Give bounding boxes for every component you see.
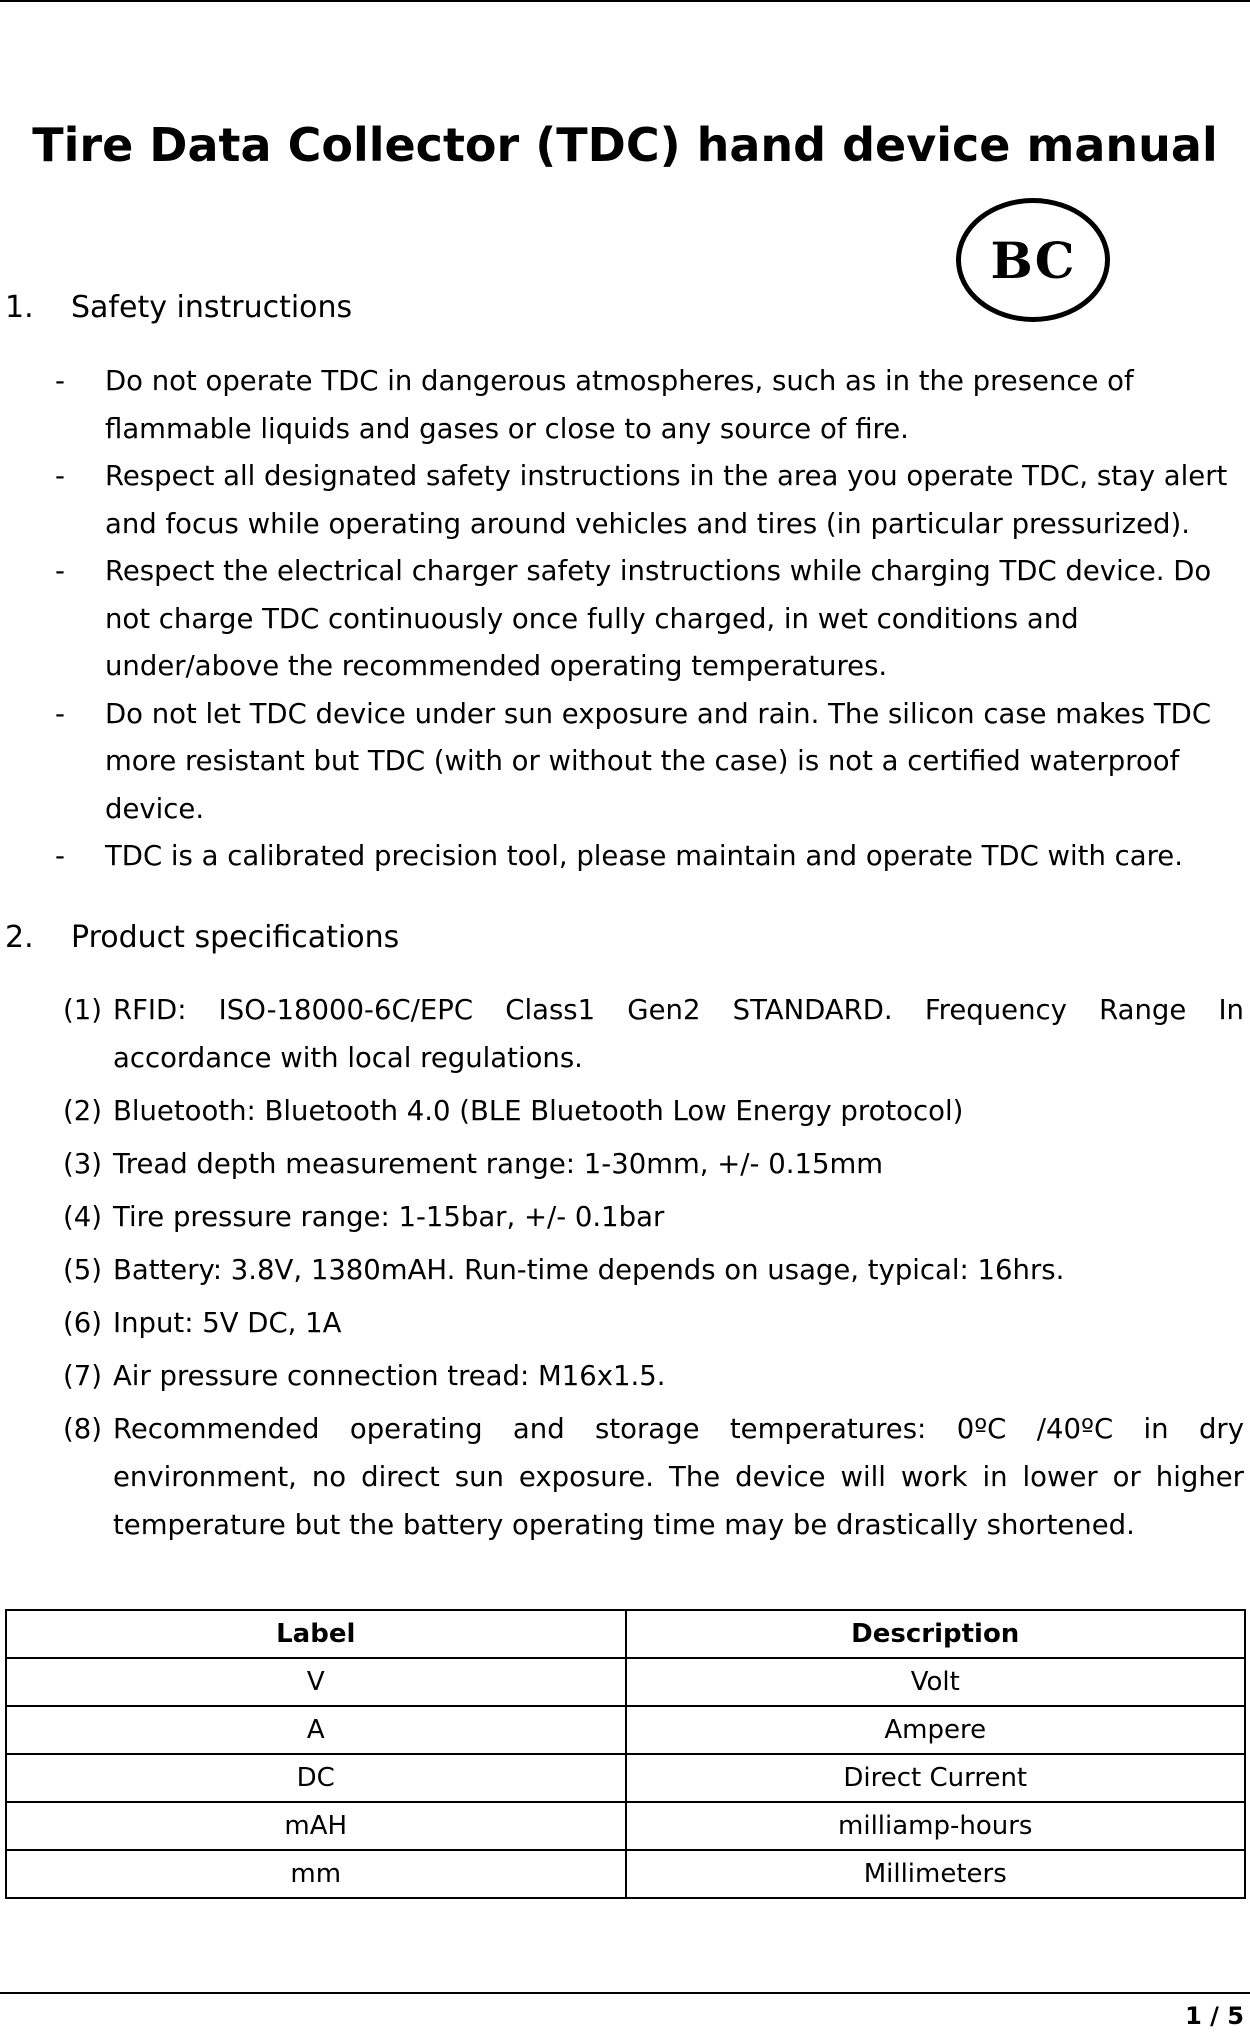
table-cell: mm	[6, 1850, 626, 1898]
table-cell: DC	[6, 1754, 626, 1802]
bc-logo-text: BC	[990, 230, 1076, 290]
section-title: Safety instructions	[71, 290, 353, 325]
table-cell: Millimeters	[626, 1850, 1246, 1898]
list-item: (7) Air pressure connection tread: M16x1.5.	[63, 1360, 666, 1392]
list-item: (1) RFID: ISO-18000-6C/EPC Class1 Gen2 STANDARD. Frequency Range In accordance with local regulations.	[63, 994, 1244, 1074]
top-divider	[0, 0, 1250, 2]
section-number: 2.	[5, 920, 34, 955]
table-cell: Ampere	[626, 1706, 1246, 1754]
column-header-description: Description	[626, 1610, 1246, 1658]
section-heading-specifications	[5, 920, 399, 955]
table-cell: A	[6, 1706, 626, 1754]
safety-instructions-list	[0, 358, 1250, 881]
section-heading-safety	[5, 290, 352, 325]
list-item: - Do not let TDC device under sun exposure and rain. The silicon case makes TDC more resistant but TDC (with or without the case) is not a certified waterproof device.	[55, 697, 1212, 825]
table-row	[6, 1802, 1245, 1850]
list-item: (2) Bluetooth: Bluetooth 4.0 (BLE Bluetooth Low Energy protocol)	[63, 1095, 964, 1127]
footer-divider	[0, 1992, 1250, 1994]
page-title: Tire Data Collector (TDC) hand device manual	[32, 118, 1218, 172]
list-item: - Respect the electrical charger safety instructions while charging TDC device. Do not charge TDC continuously once fully charged, in wet conditions and under/above the recommended operating temperatures.	[55, 555, 1212, 682]
bc-certification-logo	[956, 198, 1110, 322]
column-header-label: Label	[6, 1610, 626, 1658]
page-number: 1 / 5	[1185, 2002, 1244, 2030]
section-number: 1.	[5, 290, 34, 325]
table-row	[6, 1706, 1245, 1754]
table-cell: mAH	[6, 1802, 626, 1850]
table-cell: V	[6, 1658, 626, 1706]
list-item: - Do not operate TDC in dangerous atmospheres, such as in the presence of flammable liquids and gases or close to any source of fire.	[55, 365, 1134, 445]
list-item: (5) Battery: 3.8V, 1380mAH. Run-time depends on usage, typical: 16hrs.	[63, 1254, 1065, 1286]
units-table	[5, 1609, 1246, 1899]
table-cell: Volt	[626, 1658, 1246, 1706]
section-title: Product specifications	[71, 920, 400, 955]
table-row	[6, 1658, 1245, 1706]
list-item: (8) Recommended operating and storage temperatures: 0ºC /40ºC in dry environment, no direct sun exposure. The device will work in lower or higher temperature but the battery operating time may be drastically shortened.	[63, 1413, 1244, 1541]
product-specifications-list	[0, 986, 1250, 1554]
list-item: - Respect all designated safety instructions in the area you operate TDC, stay alert and focus while operating around vehicles and tires (in particular pressurized).	[55, 460, 1228, 540]
table-row	[6, 1850, 1245, 1898]
list-item: (3) Tread depth measurement range: 1-30mm, +/- 0.15mm	[63, 1148, 884, 1180]
table-row	[6, 1754, 1245, 1802]
table-header-row	[6, 1610, 1245, 1658]
list-item: (4) Tire pressure range: 1-15bar, +/- 0.1bar	[63, 1201, 665, 1233]
list-item: (6) Input: 5V DC, 1A	[63, 1307, 342, 1339]
list-item: - TDC is a calibrated precision tool, please maintain and operate TDC with care.	[55, 840, 1183, 872]
table-cell: milliamp-hours	[626, 1802, 1246, 1850]
table-cell: Direct Current	[626, 1754, 1246, 1802]
